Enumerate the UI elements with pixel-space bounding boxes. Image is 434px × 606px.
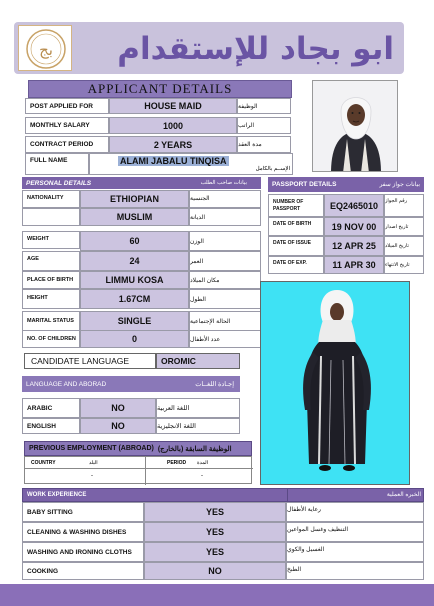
previous-period-label: PERIOD <box>167 460 187 466</box>
passport-value-issue: 12 APR 25 <box>324 236 384 256</box>
passport-details-header: PASSPORT DETAILS بيانات جواز سفر <box>268 177 424 192</box>
language-ar-english: اللغة الانجليزية <box>156 418 240 434</box>
previous-employment-head-row <box>25 457 253 469</box>
previous-period-ar: المدة <box>197 460 209 466</box>
personal-value-religion: MUSLIM <box>80 208 189 226</box>
personal-ar-marital: الحالة الإجتماعية <box>189 311 261 331</box>
passport-label-expiry: DATE OF EXP. <box>268 256 324 274</box>
passport-ar-number: رقم الجواز <box>384 194 424 217</box>
personal-value-marital: SINGLE <box>80 311 189 331</box>
personal-label-weight: WEIGHT <box>22 231 80 249</box>
contract-ar: مدة العقد <box>237 136 291 153</box>
personal-value-weight: 60 <box>80 231 189 251</box>
logo-emblem <box>19 26 73 72</box>
previous-employment-header: PREVIOUS EMPLOYMENT (ABROAD) الوظيفة السابقة (بالخارج) <box>24 441 252 456</box>
previous-country-label: COUNTRY <box>31 460 56 466</box>
work-value-cleaning: YES <box>144 522 286 542</box>
salary-value: 1000 <box>109 117 237 134</box>
personal-details-header: PERSONAL DETAILS بيانات صاحب الطلب <box>22 177 261 189</box>
work-experience-header: WORK EXPERIENCE <box>27 492 87 498</box>
agency-title: ابو بجاد للإستقدام <box>117 31 394 67</box>
header-banner <box>14 22 404 74</box>
personal-ar-weight: الوزن <box>189 231 261 251</box>
personal-value-nationality: ETHIOPIAN <box>80 190 189 208</box>
personal-label-birthplace: PLACE OF BIRTH <box>22 271 80 289</box>
previous-period-value: - <box>201 473 203 479</box>
work-ar-cleaning: التنظيف وغسل المواعين <box>286 522 424 542</box>
language-value-english: NO <box>80 418 156 434</box>
passport-label-issue: DATE OF ISSUE <box>268 236 324 256</box>
contract-value: 2 YEARS <box>109 136 237 153</box>
personal-ar-height: الطول <box>189 289 261 309</box>
footer-band <box>0 584 434 606</box>
personal-ar-age: العمر <box>189 251 261 271</box>
work-label-washing: WASHING AND IRONING CLOTHS <box>22 542 144 562</box>
work-label-babysitting: BABY SITTING <box>22 502 144 522</box>
salary-label: MONTHLY SALARY <box>25 117 109 134</box>
personal-ar-birthplace: مكان الميلاد <box>189 271 261 289</box>
personal-value-age: 24 <box>80 251 189 271</box>
work-label-cooking: COOKING <box>22 562 144 580</box>
applicant-photo-headshot <box>312 80 398 172</box>
work-label-cleaning: CLEANING & WASHING DISHES <box>22 522 144 542</box>
personal-label-nationality: NATIONALITY <box>22 190 80 208</box>
candidate-language-label: CANDIDATE LANGUAGE <box>24 353 156 369</box>
applicant-photo-fullbody <box>260 281 410 485</box>
personal-label-religion <box>22 208 80 226</box>
full-name-label: FULL NAME <box>25 153 89 175</box>
passport-label-dob: DATE OF BIRTH <box>268 217 324 236</box>
work-header-divider <box>287 489 288 503</box>
previous-divider <box>145 457 146 485</box>
language-label-english: ENGLISH <box>22 418 80 434</box>
full-name-value: ALAMI JABALU TINQISA <box>120 156 227 166</box>
work-ar-cooking: الطبخ <box>286 562 424 580</box>
work-ar-babysitting: رعاية الأطفال <box>286 502 424 522</box>
previous-country-value: - <box>91 473 93 479</box>
passport-ar-dob: تاريخ اصدار <box>384 217 424 236</box>
passport-label-number: NUMBER OF PASSPORT <box>268 194 324 217</box>
company-logo <box>18 25 72 71</box>
language-value-arabic: NO <box>80 398 156 418</box>
language-label-arabic: ARABIC <box>22 398 80 418</box>
passport-ar-expiry: تاريخ الانتهاء <box>384 256 424 274</box>
passport-value-dob: 19 NOV 00 <box>324 217 384 236</box>
post-label: POST APPLIED FOR <box>25 98 109 114</box>
contract-label: CONTRACT PERIOD <box>25 136 109 153</box>
work-value-cooking: NO <box>144 562 286 580</box>
work-value-babysitting: YES <box>144 502 286 522</box>
salary-ar: الراتب <box>237 117 291 134</box>
passport-value-expiry: 11 APR 30 <box>324 256 384 274</box>
personal-value-birthplace: LIMMU KOSA <box>80 271 189 289</box>
language-header: LANGUAGE AND ABORAD إجـادة اللغــات <box>22 376 240 392</box>
personal-label-height: HEIGHT <box>22 289 80 309</box>
personal-ar-nationality: الجنسية <box>189 190 261 208</box>
personal-ar-religion: الديانة <box>189 208 261 226</box>
personal-value-height: 1.67CM <box>80 289 189 309</box>
work-experience-header-ar: الخبره العملية <box>386 492 421 498</box>
candidate-language-value: OROMIC <box>156 353 240 369</box>
svg-text:بج: بج <box>39 41 53 59</box>
personal-label-age: AGE <box>22 251 80 271</box>
personal-label-marital: MARITAL STATUS <box>22 311 80 331</box>
full-name-ar: الإســم بالكامل <box>255 166 290 172</box>
work-experience-header-row <box>22 488 424 502</box>
language-ar-arabic: اللغة العربية <box>156 398 240 418</box>
personal-label-children: NO. OF CHILDREN <box>22 330 80 348</box>
previous-country-ar: البلد <box>89 460 98 466</box>
work-value-washing: YES <box>144 542 286 562</box>
applicant-details-title: APPLICANT DETAILS <box>28 80 292 98</box>
personal-ar-children: عدد الأطفال <box>189 330 261 348</box>
passport-value-number: EQ2465010 <box>324 194 384 217</box>
post-ar: الوظيفة <box>237 98 291 114</box>
personal-value-children: 0 <box>80 330 189 348</box>
passport-ar-issue: تاريخ الميلاد <box>384 236 424 256</box>
work-ar-washing: الغسيل والكوي <box>286 542 424 562</box>
post-value: HOUSE MAID <box>109 98 237 114</box>
previous-employment-table <box>24 456 252 484</box>
